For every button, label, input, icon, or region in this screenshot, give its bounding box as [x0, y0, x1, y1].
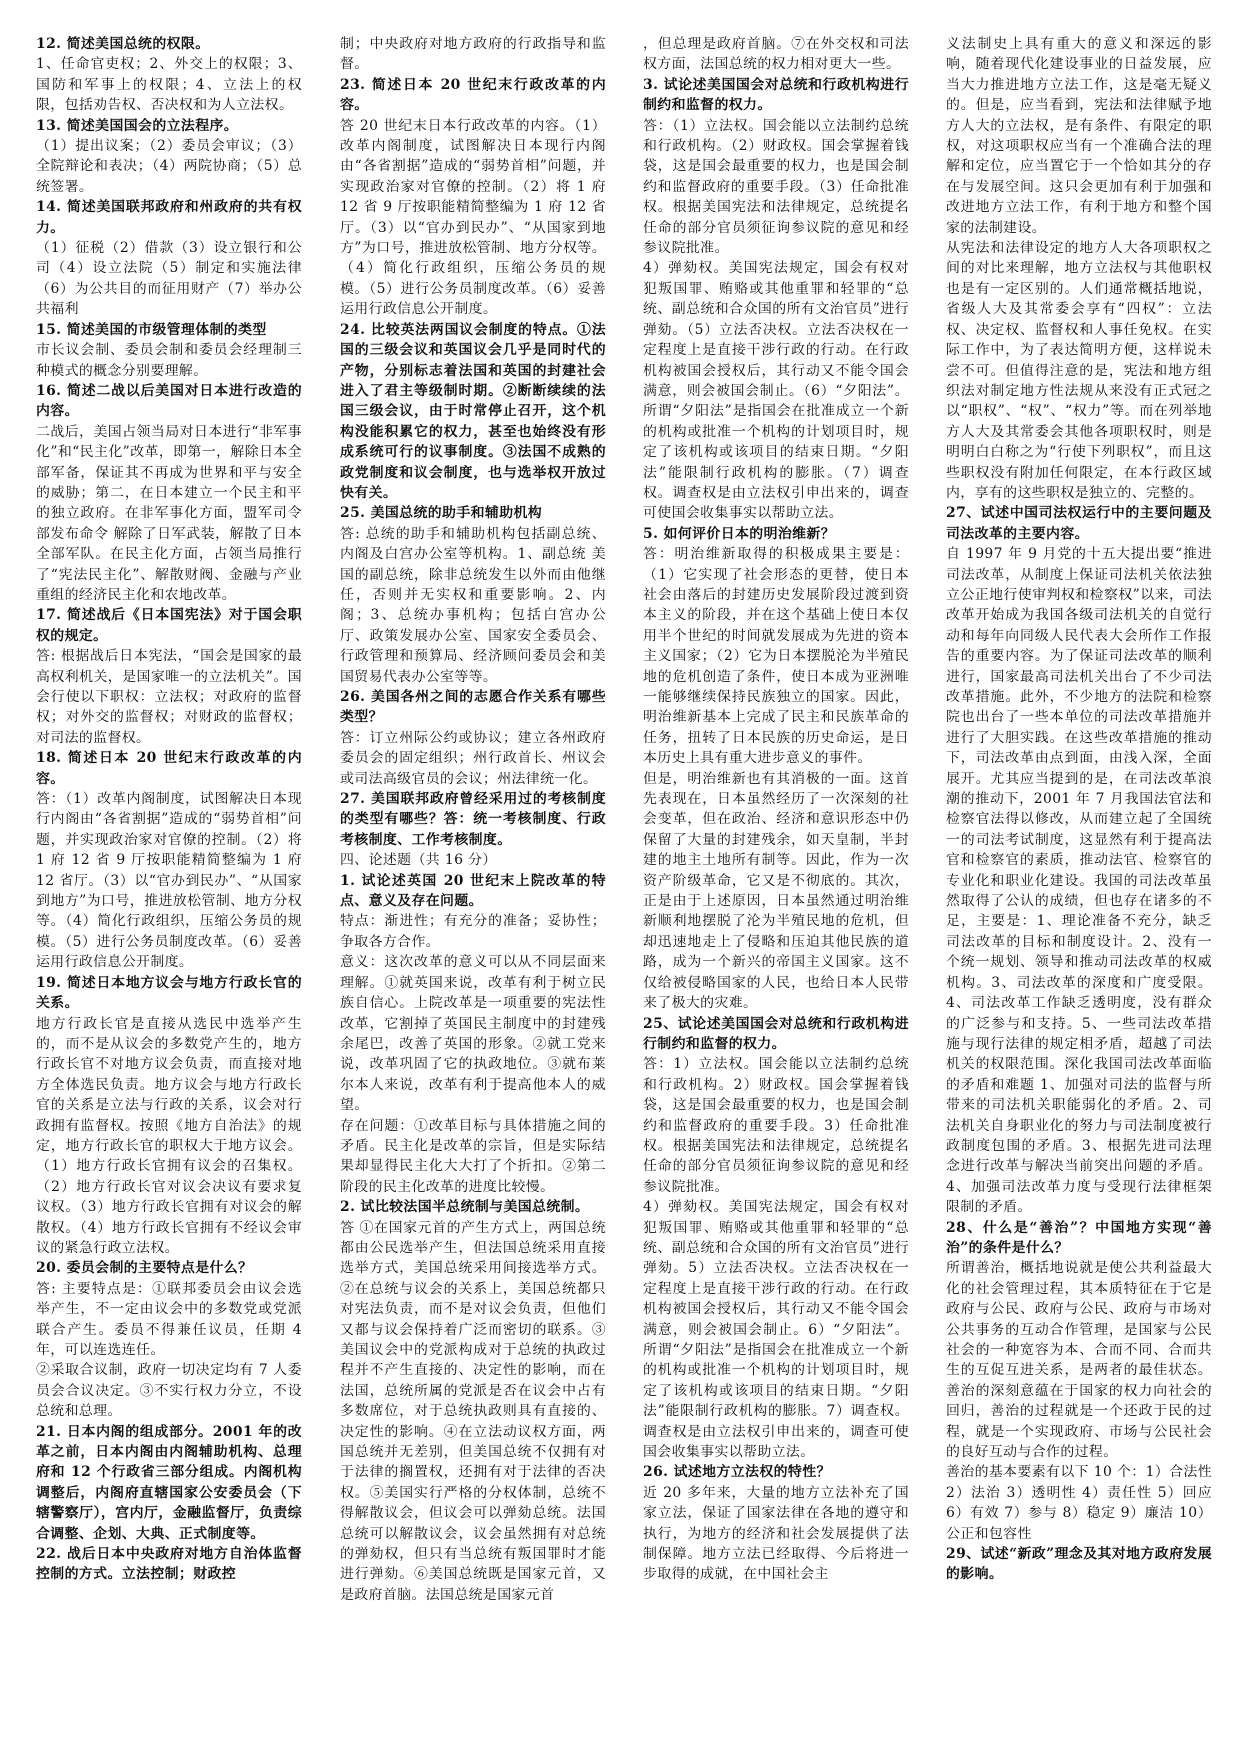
answer-paragraph: 近 20 多年来，大量的地方立法补充了国家立法，保证了国家法律在各地的遵守和执行，为地方的经济和社会发展提供了法制保障。地方立法已经取得、今后将进一步取得的成就，在中国社会主 — [643, 1484, 909, 1583]
question-heading: 1. 试论述英国 20 世纪末上院改革的特点、意义及存在问题。 — [340, 872, 606, 910]
answer-paragraph: 所谓善治，概括地说就是使公共利益最大化的社会管理过程，其本质特征在于它是政府与公民、政府与公民、政府与市场对公共事务的互动合作管理，是国家与公民社会的一种宽容为本、合而不同、合而共生的互促互进关系，是两者的最佳状态。善治的深刻意蕴在于国家的权力向社会的回归，善治的过程就是一个还政于民的过程，就是一个实现政府、市场与公民社会的良好互动与合作的过程。 — [946, 1260, 1212, 1461]
answer-paragraph: 意义：这次改革的意义可以从不同层面来理解。①就英国来说，改革有利于树立民族自信心。上院改革是一项重要的宪法性改革，它割掉了英国民主制度中的封建残余尾巴，改善了英国的形象。②就工党来说，改革巩固了它的执政地位。③就布莱尔本人来说，改革有利于提高他本人的威望。 — [340, 954, 606, 1114]
question-heading: 18. 简述日本 20 世纪末行政改革的内容。 — [36, 750, 302, 787]
question-heading: 28、什么是“善治”？中国地方实现“善治”的条件是什么？ — [946, 1219, 1212, 1256]
question-heading: 25、试论述美国国会对总统和行政机构进行制约和监督的权力。 — [643, 1015, 909, 1052]
answer-paragraph: 答：明治维新取得的积极成果主要是：（1）它实现了社会形态的更替，使日本社会由落后的封建历史发展阶段过渡到资本主义的阶段，并在这个基础上使日本仅用半个世纪的时间就发展成为先进的资本主义国家；（2）它为日本摆脱沦为半殖民地的危机创造了条件，使日本成为亚洲唯一能够继续保持民族独立的国家。因此，明治维新基本上完成了民主和民族革命的任务，扭转了日本民族的历史命运，是日本历史上具有重大进步意义的事件。 — [643, 546, 909, 767]
question-heading: 27. 美国联邦政府曾经采用过的考核制度的类型有哪些？答：统一考核制度、行政考核制度、工作考核制度。 — [340, 791, 606, 848]
answer-paragraph: 答：（1）改革内阁制度，试图解决日本现行内阁由“各省割据”造成的“弱势首相”问题，并实现政治家对官僚的控制。（2）将 1 府 12 省 9 厅按职能精简整编为 1 府 12 省厅。（3）以“官办到民办”、“从国家到地方”为口号，推进放松管制、地方分权等。（4）简化行政组织，压缩公务员的规模。（5）进行公务员制度改革。（6）妥善运用行政信息公开制度。 — [36, 791, 302, 971]
question-heading: 21. 日本内阁的组成部分。2001 年的改革之前，日本内阁由内阁辅助机构、总理府和 12 个行政省三部分组成。内阁机构调整后，内阁府直辖国家公安委员会（下辖警察厅），宫内厅，金融监督厅，负责综合调整、企划、大典、正式制度等。 — [36, 1423, 302, 1542]
answer-paragraph: 四、论述题（共 16 分） — [340, 852, 497, 869]
answer-paragraph: 答 20 世纪末日本行政改革的内容。（1）改革内阁制度，试图解决日本现行内阁由“各省割据”造成的“弱势首相”问题，并实现政治家对官僚的控制。（2）将 1 府 12 省 9 厅按职能精简整编为 1 府 12 省厅。（3）以“官办到民办”、“从国家到地方”为口号，推进放松管制、地方分权等。（4）简化行政组织，压缩公务员的规模。（5）进行公务员制度改革。（6）妥善运用行政信息公开制度。 — [340, 117, 606, 318]
answer-paragraph: 答：1）立法权。国会能以立法制约总统和行政机构。2）财政权。国会掌握着钱袋，这是国会最重要的权力，也是国会制约和监督政府的重要手段。3）任命批准权。根据美国宪法和法律规定，总统提名任命的部分官员须征询参议院的意见和经参议院批准。 — [643, 1056, 909, 1195]
question-heading: 3. 试论述美国国会对总统和行政机构进行制约和监督的权力。 — [643, 76, 909, 114]
question-heading: 24. 比较英法两国议会制度的特点。①法国的三级会议和英国议会几乎是同时代的产物，分别标志着法国和英国的封建社会进入了君主等级制时期。②断断续续的法国三级会议，由于时常停止召开，这个机构没能积累它的权力，甚至也始终没有形成系统可行的议事制度。③法国不成熟的政党制度和议会制度，也与选举权开放过快有关。 — [340, 321, 606, 501]
answer-paragraph: 1、任命官吏权；2、外交上的权限；3、国防和军事上的权限；4、立法上的权限，包括劝告权、否决权和为人立法权。 — [36, 56, 302, 114]
answer-paragraph: 二战后，美国占领当局对日本进行“非军事化”和“民主化”改革，即第一，解除日本全部军备，保证其不再成为世界和平与安全的威胁；第二，在日本建立一个民主和平的独立政府。在非军事化方面，盟军司令部发布命令 解除了日军武装，解散了日本全部军队。在民主化方面，占领当局推行了“宪法民主化”、解散财阀、金融与产业重组的经济民主化和农地改革。 — [36, 423, 302, 603]
text-column-1 — [36, 34, 302, 1746]
question-heading: 15. 简述美国的市级管理体制的类型 — [36, 321, 267, 338]
answer-paragraph: ，但总理是政府首脑。⑦在外交权和司法权方面，法国总统的权力相对更大一些。 — [643, 36, 909, 73]
question-heading: 14. 简述美国联邦政府和州政府的共有权力。 — [36, 199, 302, 236]
question-heading: 17. 简述战后《日本国宪法》对于国会职权的规定。 — [36, 607, 302, 644]
question-heading: 25. 美国总统的助手和辅助机构 — [340, 505, 543, 522]
answer-paragraph: （1）征税（2）借款（3）设立银行和公司（4）设立法院（5）制定和实施法律（6）为公共目的而征用财产（7）举办公共福利 — [36, 240, 302, 318]
question-heading: 16. 简述二战以后美国对日本进行改造的内容。 — [36, 382, 302, 420]
text-column-3 — [643, 34, 909, 1746]
question-heading: 19. 简述日本地方议会与地方行政长官的关系。 — [36, 974, 302, 1012]
question-heading: 5. 如何评价日本的明治维新？ — [643, 525, 836, 542]
answer-paragraph: 市长议会制、委员会制和委员会经理制三种模式的概念分别要理解。 — [36, 342, 302, 379]
question-heading: 26. 试述地方立法权的特性？ — [643, 1464, 831, 1481]
question-heading: 2. 试比较法国半总统制与美国总统制。 — [340, 1199, 590, 1216]
question-heading: 22. 战后日本中央政府对地方自治体监督控制的方式。立法控制；财政控 — [36, 1546, 302, 1583]
question-heading: 12. 简述美国总统的权限。 — [36, 36, 210, 52]
question-heading: 27、试述中国司法权运行中的主要问题及司法改革的主要内容。 — [946, 505, 1212, 542]
answer-paragraph: 答: 根据战后日本宪法，“国会是国家的最高权利机关，是国家唯一的立法机关”。国会行使以下职权：立法权；对政府的监督权；对外交的监督权；对财政的监督权；对司法的监督权。 — [36, 648, 302, 746]
answer-paragraph: 但是，明治维新也有其消极的一面。这首先表现在，日本虽然经历了一次深刻的社会变革，但在政治、经济和意识形态中仍保留了大量的封建残余，如天皇制，半封建的地主土地所有制等。因此，作为一次资产阶级革命，它又是不彻底的。其次，正是由于上述原因，日本虽然通过明治维新顺利地摆脱了沦为半殖民地的危机，但却迅速地走上了侵略和压迫其他民族的道路，成为一个新兴的帝国主义国家。这不仅给被侵略国家的人民，也给日本人民带来了极大的灾难。 — [643, 770, 909, 1012]
question-heading: 26. 美国各州之间的志愿合作关系有哪些类型？ — [340, 689, 606, 726]
answer-paragraph: 答: 主要特点是：①联邦委员会由议会选举产生，不一定由议会中的多数党或党派联合产生。委员不得兼任议员，任期 4 年，可以连选连任。 — [36, 1280, 302, 1358]
answer-paragraph: 义法制史上具有重大的意义和深远的影响，随着现代化建设事业的日益发展，应当大力推进地方立法工作，这是毫无疑义的。但是，应当看到，宪法和法律赋予地方人大的立法权，是有条件、有限定的职权，对这项职权应当有一个准确合法的理解和定位，应当置它于一个恰如其分的存在与发展空间。这只会更加有利于加强和改进地方立法工作，有利于地方和整个国家的法制建设。 — [946, 36, 1212, 236]
answer-paragraph: 自 1997 年 9 月党的十五大提出要“推进司法改革，从制度上保证司法机关依法独立公正地行使审判权和检察权”以来，司法改革开始成为我国各级司法机关的自觉行动和每年向同级人民代表大会所作工作报告的重要内容。为了保证司法改革的顺利进行，国家最高司法机关出台了不少司法改革措施。此外，不少地方的法院和检察院也出台了一些本单位的司法改革措施并进行了大胆实践。在这些改革措施的推动下，司法改革由点到面，由浅入深，全面展开。尤其应当提到的是，在司法改革浪潮的推动下，2001 年 7 月我国法官法和检察官法得以修改，从而建立起了全国统一的司法考试制度，这显然有利于提高法官和检察官的素质，推动法官、检察官的专业化和职业化建设。我国的司法改革虽然取得了公认的成绩，但也存在诸多的不足，主要是：1、理论准备不充分，缺乏司法改革的目标和制度设计。2、没有一个统一规划、领导和推动司法改革的权威机构。3、司法改革的深度和广度受限。4、司法改革工作缺乏透明度，没有群众的广泛参与和支持。5、一些司法改革措施与现行法律的规定相矛盾，超越了司法机关的权限范围。深化我国司法改革面临的矛盾和难题 1、加强对司法的监督与所带来的司法机关职能弱化的矛盾。2、司法机关自身职业化的努力与司法制度被行政制度包围的矛盾。3、根据先进司法理念进行改革与解决当前突出问题的矛盾。4、加强司法改革力度与受现行法律框架限制的矛盾。 — [946, 546, 1212, 1216]
question-heading: 13. 简述美国国会的立法程序。 — [36, 117, 239, 134]
question-heading: 23. 简述日本 20 世纪末行政改革的内容。 — [340, 76, 606, 114]
answer-paragraph: 制；中央政府对地方政府的行政指导和监督。 — [340, 36, 606, 73]
text-column-2 — [340, 34, 606, 1746]
answer-paragraph: （1）提出议案；（2）委员会审议；（3）全院辩论和表决；（4）两院协商；（5）总统签署。 — [36, 138, 302, 195]
answer-paragraph: 地方行政长官是直接从选民中选举产生的，而不是从议会的多数党产生的，地方行政长官不对地方议会负责，而直接对地方全体选民负责。地方议会与地方行政长官的关系是立法与行政的关系，议会对行政拥有监督权。按照《地方自治法》的规定，地方行政长官的职权大于地方议会。（1）地方行政长官拥有议会的召集权。（2）地方行政长官对议会决议有要求复议权。（3）地方行政长官拥有对议会的解散权。（4）地方行政长官拥有不经议会审议的紧急行政立法权。 — [36, 1015, 302, 1256]
text-column-4 — [946, 34, 1212, 1746]
question-heading: 29、试述“新政”理念及其对地方政府发展的影响。 — [946, 1546, 1212, 1583]
question-heading: 20. 委员会制的主要特点是什么？ — [36, 1260, 253, 1277]
answer-paragraph: 答：（1）立法权。国会能以立法制约总统和行政机构。（2）财政权。国会掌握着钱袋，这是国会最重要的权力，也是国会制约和监督政府的重要手段。（3）任命批准权。根据美国宪法和法律规定，总统提名任命的部分官员须征询参议院的意见和经参议院批准。 — [643, 117, 909, 257]
answer-paragraph: 答：订立州际公约或协议；建立各州政府委员会的固定组织；州行政首长、州议会或司法高级官员的会议；州法律统一化。 — [340, 729, 606, 787]
answer-paragraph: 答: 总统的助手和辅助机构包括副总统、内阁及白宫办公室等机构。1、副总统 美国的副总统，除非总统发生以外而由他继任，否则并无实权和重要影响。2、内阁；3、总统办事机构；包括白宫办公厅、政策发展办公室、国家安全委员会、行政管理和预算局、经济顾问委员会和美国贸易代表办公室等等。 — [340, 525, 606, 685]
answer-paragraph: 4）弹劾权。美国宪法规定，国会有权对犯叛国罪、贿赂或其他重罪和轻罪的“总统、副总统和合众国的所有文治官员”进行弹劾。5）立法否决权。立法否决权在一定程度上是直接干涉行政的行动。在行政机构被国会授权后，其行动又不能令国会满意，则会被国会制止。6）“夕阳法”。所谓“夕阳法”是指国会在批准成立一个新的机构或批准一个机构的计划项目时，规定了该机构或该项目的结束日期。“夕阳法”能限制行政机构的膨胀。7）调查权。调查权是由立法权引申出来的，调查可使国会收集事实以帮助立法。 — [643, 1199, 909, 1461]
answer-paragraph: 答 ①在国家元首的产生方式上，两国总统都由公民选举产生，但法国总统采用直接选举方式，美国总统采用间接选举方式。②在总统与议会的关系上，美国总统都只对宪法负责，而不是对议会负责，但他们又都与议会保持着广泛而密切的联系。③美国议会中的党派构成对于总统的执政过程并不产生直接的、决定性的影响，而在法国，总统所属的党派是否在议会中占有多数席位，对于总统执政则具有直接的、决定性的影响。④在立法动议权方面，两国总统并无差别，但美国总统不仅拥有对于法律的搁置权，还拥有对于法律的否决权。⑤美国实行严格的分权体制，总统不得解散议会，但议会可以弹劾总统。法国总统可以解散议会，议会虽然拥有对总统的弹劾权，但只有当总统有叛国罪时才能进行弹劾。⑥美国总统既是国家元首，又是政府首脑。法国总统是国家元首 — [340, 1219, 606, 1603]
answer-paragraph: 4）弹劾权。美国宪法规定，国会有权对犯叛国罪、贿赂或其他重罪和轻罪的“总统、副总统和合众国的所有文治官员”进行弹劾。（5）立法否决权。立法否决权在一定程度上是直接干涉行政的行动。在行政机构被国会授权后，其行动又不能令国会满意，则会被国会制止。（6）“夕阳法”。所谓“夕阳法”是指国会在批准成立一个新的机构或批准一个机构的计划项目时，规定了该机构或该项目的结束日期。“夕阳法”能限制行政机构的膨胀。（7）调查权。调查权是由立法权引申出来的，调查可使国会收集事实以帮助立法。 — [643, 260, 909, 522]
answer-paragraph: 存在问题：①改革目标与具体措施之间的矛盾。民主化是改革的宗旨，但是实际结果却显得民主化大大打了个折扣。②第二阶段的民主化改革的进度比较慢。 — [340, 1117, 606, 1195]
answer-paragraph: 善治的基本要素有以下 10 个：1）合法性 2）法治 3）透明性 4）责任性 5）回应 6）有效 7）参与 8）稳定 9）廉洁 10）公正和包容性 — [946, 1464, 1212, 1542]
answer-paragraph: 从宪法和法律设定的地方人大各项职权之间的对比来理解，地方立法权与其他职权也是有一定区别的。人们通常概括地说，省级人大及其常委会享有“四权”：立法权、决定权、监督权和人事任免权。在实际工作中，为了表达简明方便，这样说未尝不可。但值得注意的是，宪法和地方组织法对制定地方性法规从来没有正式冠之以“职权”、“权”、“权力”等。而在列举地方人大及其常委会其他各项职权时，则是明明白白称之为“行使下列职权”，而且这些职权没有附加任何限定，在本行政区域内，享有的这些职权是独立的、完整的。 — [946, 240, 1212, 501]
answer-paragraph: ②采取合议制，政府一切决定均有 7 人委员会合议决定。③不实行权力分立，不设总统和总理。 — [36, 1362, 302, 1420]
answer-paragraph: 特点：渐进性；有充分的准备；妥协性；争取各方合作。 — [340, 913, 606, 950]
